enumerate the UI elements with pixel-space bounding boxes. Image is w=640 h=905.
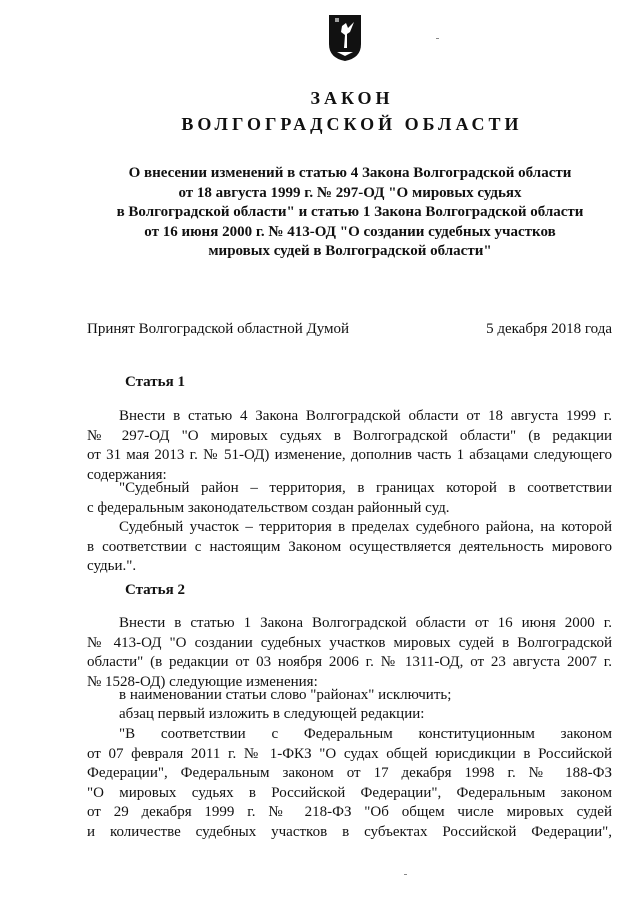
text-line: и количестве судебных участков в субъектах Российской Федерации", (87, 823, 612, 840)
volgograd-coat-of-arms-icon (328, 14, 362, 62)
text-line: от 07 февраля 2011 г. № 1-ФКЗ "О судах общей юрисдикции в Российской (87, 745, 612, 762)
scan-speck (404, 874, 407, 875)
article-2-paragraph-2 (87, 686, 612, 706)
text-line: № 297-ОД "О мировых судьях в Волгоградской области" (в редакции (87, 427, 612, 444)
article-2-paragraph-4 (87, 725, 612, 842)
text-line: "Судебный район – территория, в границах которой в соответствии (119, 480, 612, 496)
text-line: абзац первый изложить в следующей редакции: (119, 706, 425, 722)
text-line: содержания: (87, 466, 167, 483)
text-line: Федерации", Федеральным законом от 17 декабря 1998 г. № 188-ФЗ (87, 765, 612, 781)
article-2-paragraph-1 (87, 614, 612, 692)
text-line: № 413-ОД "О создании судебных участков мировых судей в Волгоградской (87, 634, 612, 651)
text-line: Судебный участок – территория в пределах судебного района, на которой (119, 519, 612, 535)
adoption-line (87, 321, 612, 338)
subtitle-line: от 16 июня 2000 г. № 413-ОД "О создании судебных участков (144, 223, 556, 240)
text-line: в наименовании статьи слово "районах" исключить; (119, 687, 452, 703)
article-2-heading: Статья 2 (125, 582, 185, 598)
subtitle-line: мировых судей в Волгоградской области" (208, 243, 492, 259)
law-region-title: ВОЛГОГРАДСКОЙ ОБЛАСТИ (181, 114, 523, 134)
text-line: "В соответствии с Федеральным конституционным законом (119, 726, 612, 742)
text-line: "О мировых судьях в Российской Федерации", Федеральным законом (87, 784, 612, 801)
subtitle-line: О внесении изменений в статью 4 Закона Волгоградской области (128, 165, 572, 181)
article-1-paragraph-3 (87, 518, 612, 577)
text-line: от 29 декабря 1999 г. № 218-ФЗ "Об общем числе мировых судей (87, 804, 612, 820)
subtitle-line: в Волгоградской области" и статью 1 Закона Волгоградской области (116, 204, 584, 220)
article-2-paragraph-3 (87, 705, 612, 725)
text-line: в соответствии с настоящим Законом осуществляется деятельность мирового (87, 538, 612, 555)
scan-speck (436, 38, 439, 39)
text-line: Внести в статью 4 Закона Волгоградской области от 18 августа 1999 г. (119, 408, 612, 424)
text-line: области" (в редакции от 03 ноября 2006 г. № 1311-ОД, от 23 августа 2007 г. (87, 654, 612, 670)
article-1-paragraph-1 (87, 407, 612, 485)
law-title: ЗАКОН (310, 88, 394, 108)
adoption-date: 5 декабря 2018 года (486, 321, 612, 337)
text-line: судьи.". (87, 558, 137, 574)
text-line: с федеральным законодательством создан районный суд. (87, 499, 450, 516)
text-line: от 31 мая 2013 г. № 51-ОД) изменение, дополнив часть 1 абзацами следующего (87, 447, 612, 463)
adopted-by: Принят Волгоградской областной Думой (87, 321, 350, 337)
law-subtitle (100, 164, 600, 262)
article-1-paragraph-2 (87, 479, 612, 518)
article-1-heading: Статья 1 (125, 374, 185, 390)
text-line: № 1528-ОД) следующие изменения: (87, 673, 318, 690)
subtitle-line: от 18 августа 1999 г. № 297-ОД "О мировых судьях (178, 184, 522, 201)
text-line: Внести в статью 1 Закона Волгоградской области от 16 июня 2000 г. (119, 615, 612, 631)
